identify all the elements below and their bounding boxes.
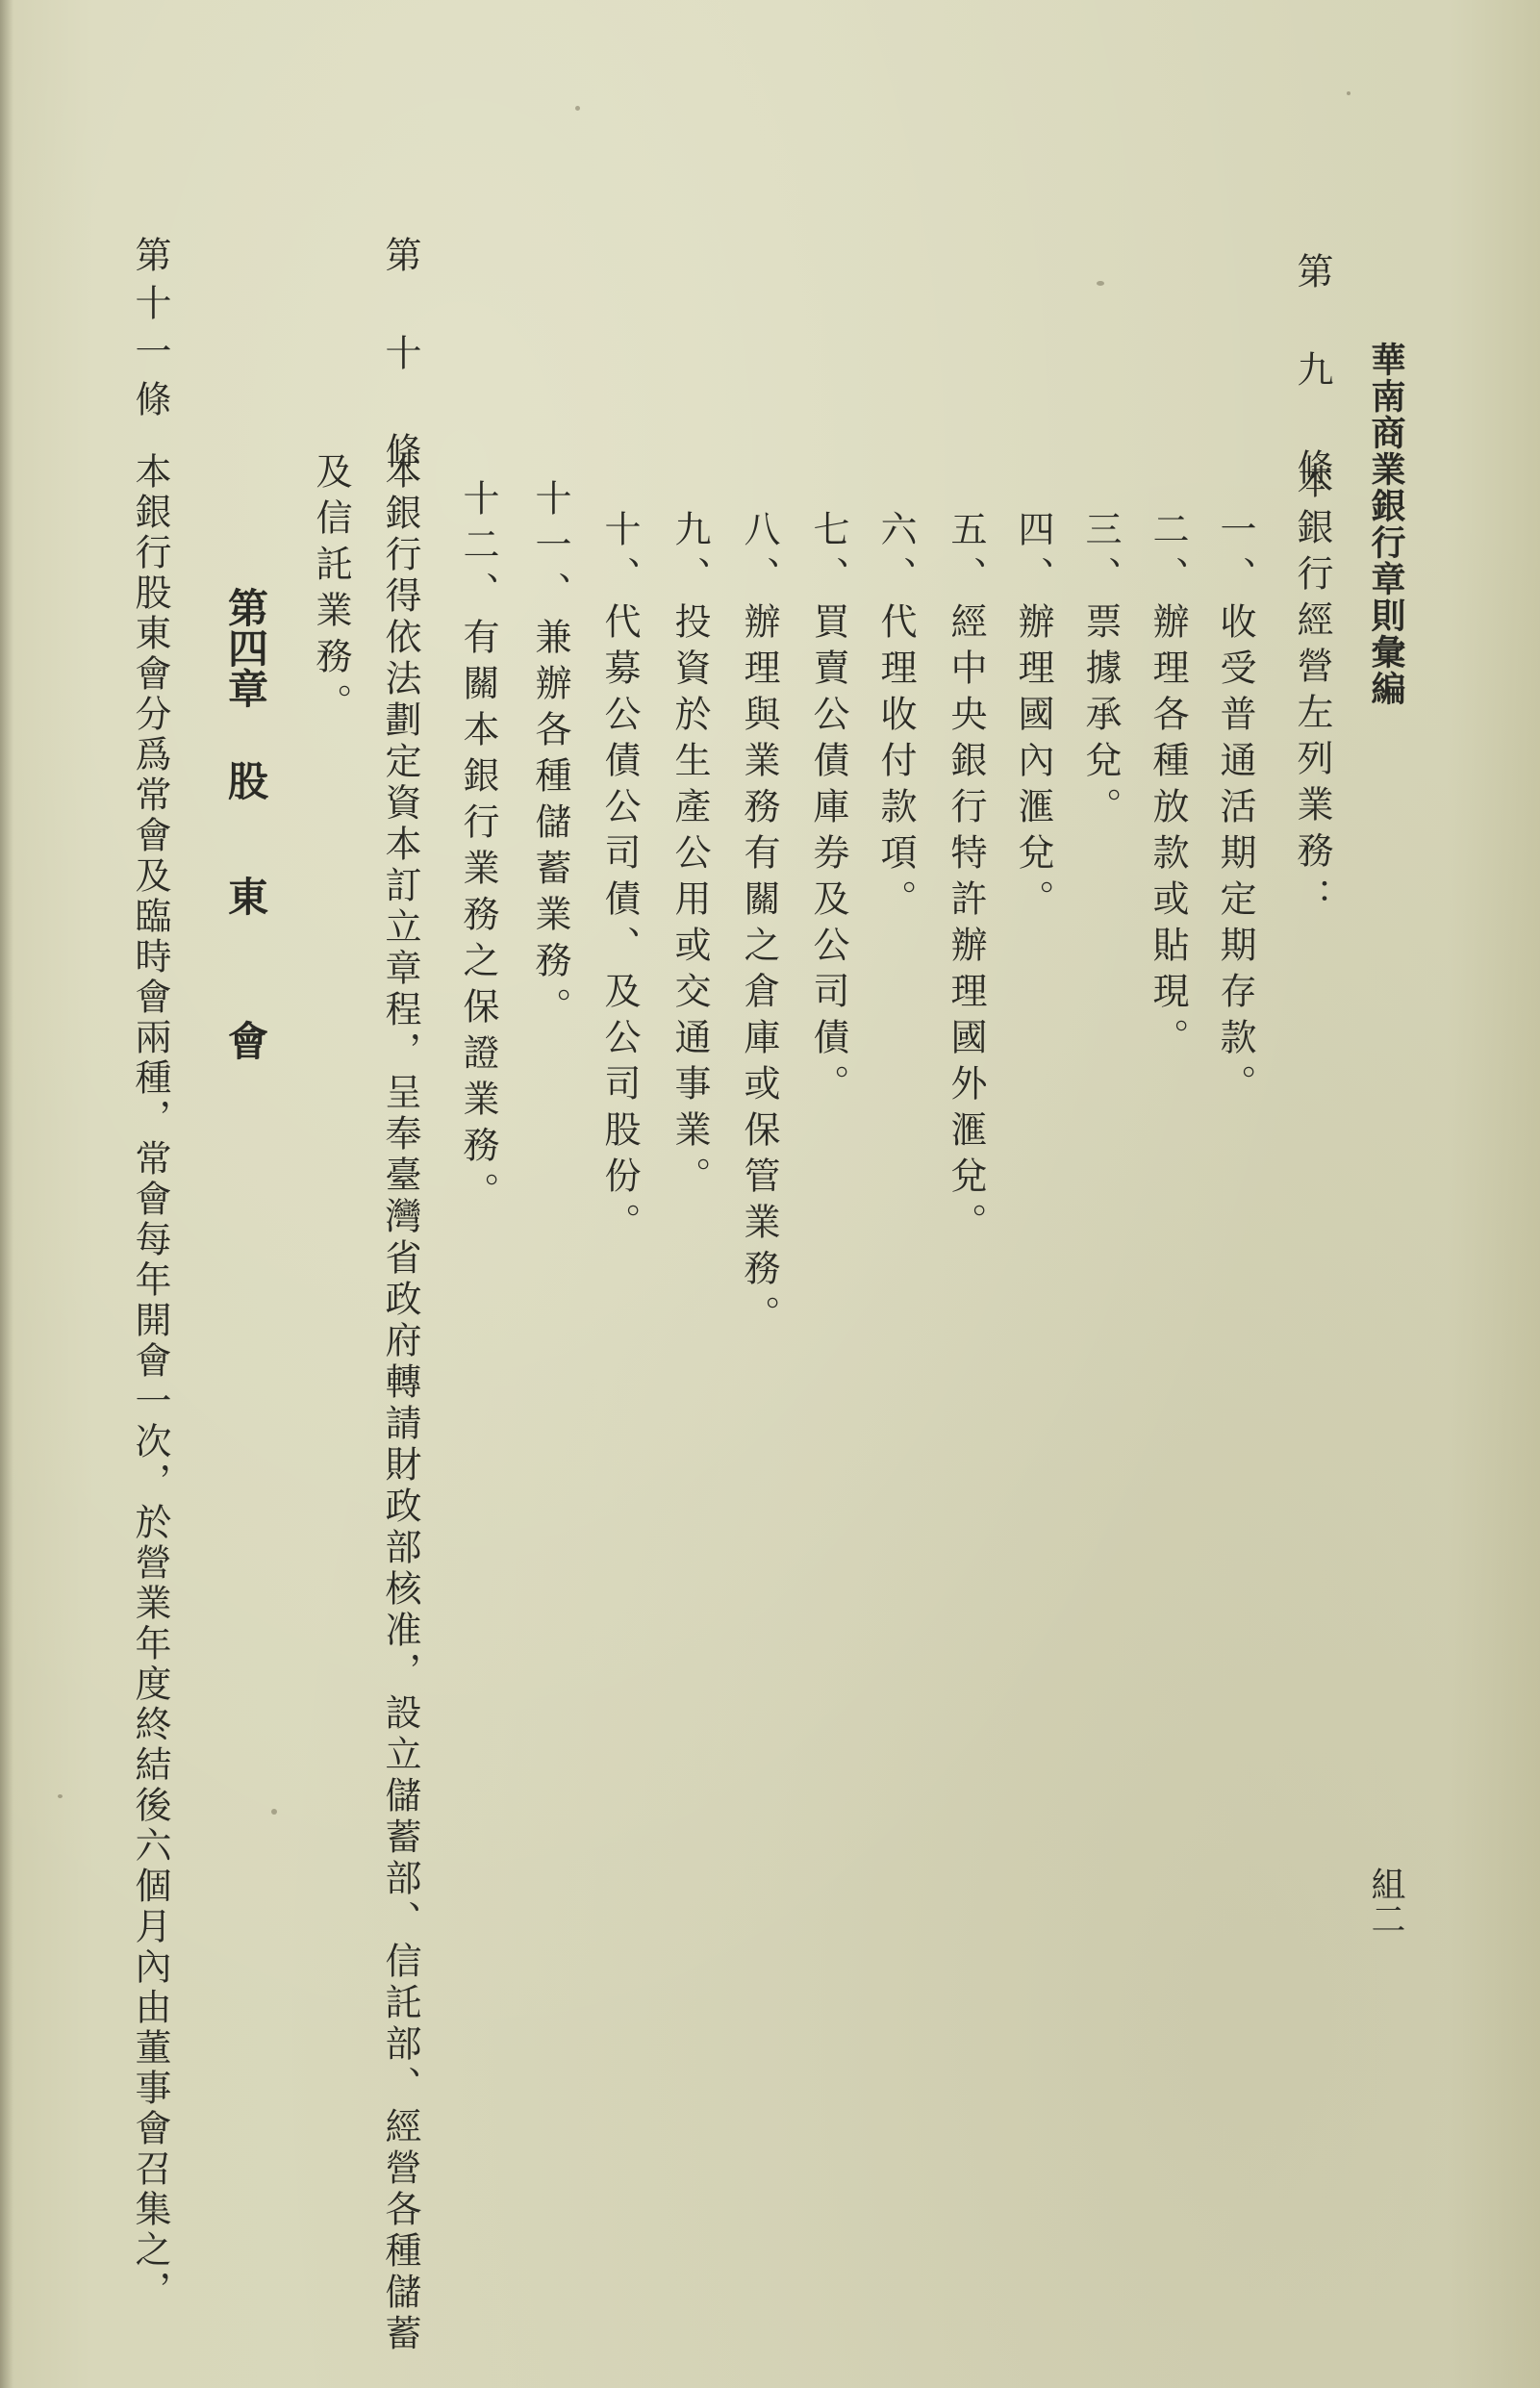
article-9-item-3: 三、票據承兌。	[1079, 510, 1122, 833]
article-9-item-8: 八、辦理與業務有關之倉庫或保管業務。	[738, 510, 780, 1341]
article-9-title: 第 九 條	[1291, 252, 1333, 495]
article-9-item-12: 十二、有關本銀行業務之保證業務。	[457, 479, 499, 1218]
article-10-text-line-2: 及信託業務。	[310, 452, 352, 729]
article-10-title: 第 十 條	[379, 236, 421, 478]
paper-speck	[1347, 91, 1351, 95]
article-9-item-4: 四、辦理國內滙兌。	[1012, 510, 1054, 926]
article-9-item-2: 二、辦理各種放款或貼現。	[1147, 510, 1189, 1064]
article-9-item-1: 一、收受普通活期定期存款。	[1214, 510, 1256, 1110]
article-9-intro: 本銀行經營左列業務：	[1291, 462, 1333, 924]
chapter-4-label: 第四章	[222, 587, 269, 708]
page-number: 組二	[1366, 1867, 1405, 1936]
paper-speck	[271, 1809, 277, 1815]
chapter-4-title-char-2: 東	[222, 876, 269, 916]
article-11-text-line-1: 本銀行股東會分爲常會及臨時會兩種，常會每年開會一次，於營業年度終結後六個月內由董事會召集之，	[129, 452, 171, 2311]
article-9-item-10: 十、代募公債公司債、及公司股份。	[598, 510, 641, 1249]
article-11-title: 第十一條	[129, 236, 171, 428]
chapter-4-title-char-3: 會	[222, 1020, 269, 1060]
article-9-item-6: 六、代理收付款項。	[874, 510, 917, 926]
paper-speck	[575, 106, 580, 111]
paper-speck	[58, 1794, 63, 1798]
article-10-text-line-1: 本銀行得依法劃定資本訂立章程，呈奉臺灣省政府轉請財政部核准，設立儲蓄部、信託部、經營各種儲蓄	[379, 452, 421, 2355]
paper-speck	[1097, 281, 1104, 286]
running-head: 華南商業銀行章則彙編	[1366, 342, 1405, 707]
chapter-4-title-char-1: 股	[222, 760, 269, 800]
article-9-item-5: 五、經中央銀行特許辦理國外滙兌。	[945, 510, 987, 1249]
article-9-item-7: 七、買賣公債庫券及公司債。	[807, 510, 849, 1110]
article-9-item-11: 十一、兼辦各種儲蓄業務。	[529, 479, 571, 1033]
article-9-item-9: 九、投資於生產公用或交通事業。	[669, 510, 711, 1203]
